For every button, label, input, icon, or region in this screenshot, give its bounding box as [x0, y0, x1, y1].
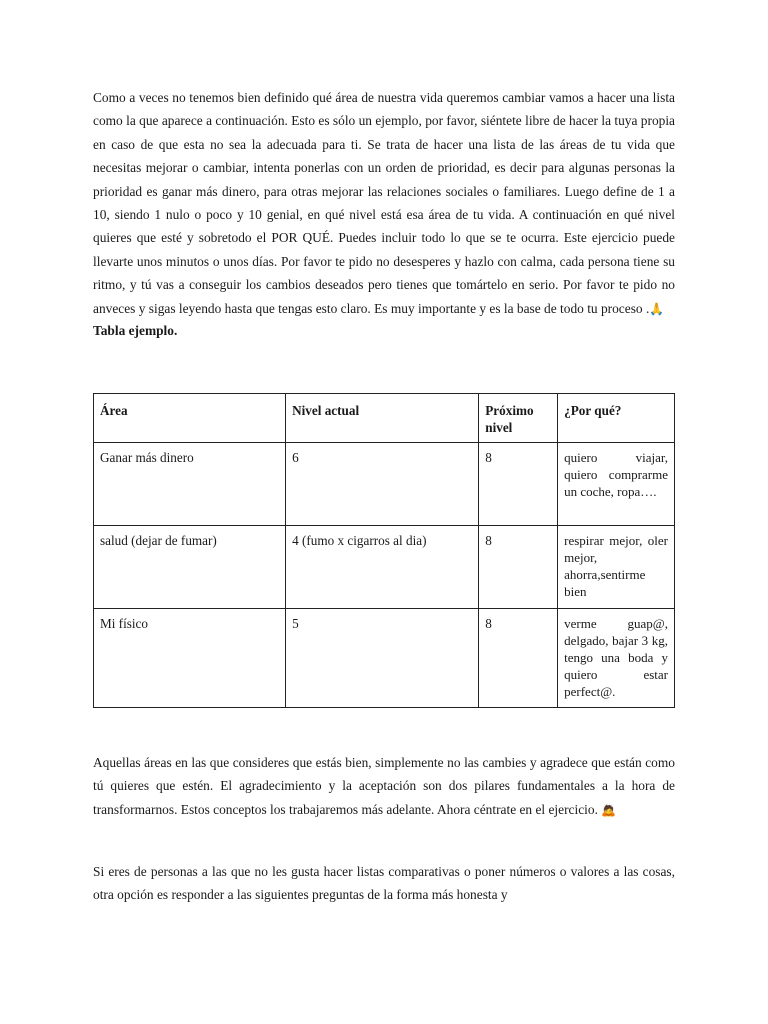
table-header-row [94, 394, 675, 443]
table-title: Tabla ejemplo. [93, 323, 178, 339]
table-row [94, 609, 675, 708]
header-area: Área [94, 394, 286, 443]
cell-por-que: verme guap@, delgado, bajar 3 kg, tengo una boda y quiero estar perfect@. [558, 609, 675, 708]
cell-area: Ganar más dinero [94, 443, 286, 526]
praying-hands-icon: 🙏 [649, 301, 665, 316]
cell-nivel-actual: 6 [286, 443, 479, 526]
example-table [93, 393, 675, 708]
cell-proximo-nivel: 8 [479, 443, 558, 526]
alternative-paragraph: Si eres de personas a las que no les gusta hacer listas comparativas o poner números o valores a las cosas, otra opción es responder a las siguientes preguntas de la forma más honesta y [93, 864, 675, 903]
cell-area: Mi físico [94, 609, 286, 708]
header-nivel-actual: Nivel actual [286, 394, 479, 443]
bowing-person-icon: 🙇 [601, 802, 617, 817]
header-por-que: ¿Por qué? [558, 394, 675, 443]
cell-area: salud (dejar de fumar) [94, 526, 286, 609]
cell-por-que: quiero viajar, quiero comprarme un coche, ropa…. [558, 443, 675, 526]
cell-nivel-actual: 4 (fumo x cigarros al dia) [286, 526, 479, 609]
cell-por-que: respirar mejor, oler mejor, ahorra,sentirme bien [558, 526, 675, 609]
cell-proximo-nivel: 8 [479, 609, 558, 708]
gratitude-text: Aquellas áreas en las que consideres que estás bien, simplemente no las cambies y agradece que están como tú quieres que estén. El agradecimiento y la aceptación son dos pilares fundamentales a la hora de transformarnos. Estos conceptos los trabajaremos más adelante. Ahora céntrate en el ejercicio. [93, 755, 675, 817]
cell-proximo-nivel: 8 [479, 526, 558, 609]
intro-text: Como a veces no tenemos bien definido qué área de nuestra vida queremos cambiar vamos a hacer una lista como la que aparece a continuación. Esto es sólo un ejemplo, por favor, siéntete libre de hacer la tuya propia en caso de que esta no sea la adecuada para ti. Se trata de hacer una lista de las áreas de tu vida que necesitas mejorar o cambiar, intenta ponerlas con un orden de prioridad, es decir para algunas personas la prioridad es ganar más dinero, para otras mejorar las relaciones sociales o familiares. Luego define de 1 a 10, siendo 1 nulo o poco y 10 genial, en qué nivel está esa área de tu vida. A continuación en qué nivel quieres que esté y sobretodo el POR QUÉ. Puedes incluir todo lo que se te ocurra. Este ejercicio puede llevarte unos minutos o unos días. Por favor te pido no desesperes y hazlo con calma, cada persona tiene su ritmo, y tú vas a conseguir los cambios deseados pero tienes que tomártelo en serio. Por favor te pido no anveces y sigas leyendo hasta que tengas esto claro. Es muy importante y es la base de todo tu proceso . [93, 90, 675, 316]
document-page [93, 86, 675, 903]
table-row [94, 526, 675, 609]
header-proximo-nivel: Próximo nivel [479, 394, 558, 443]
gratitude-paragraph [93, 751, 675, 822]
intro-paragraph [93, 86, 675, 321]
table-row [94, 443, 675, 526]
cell-nivel-actual: 5 [286, 609, 479, 708]
